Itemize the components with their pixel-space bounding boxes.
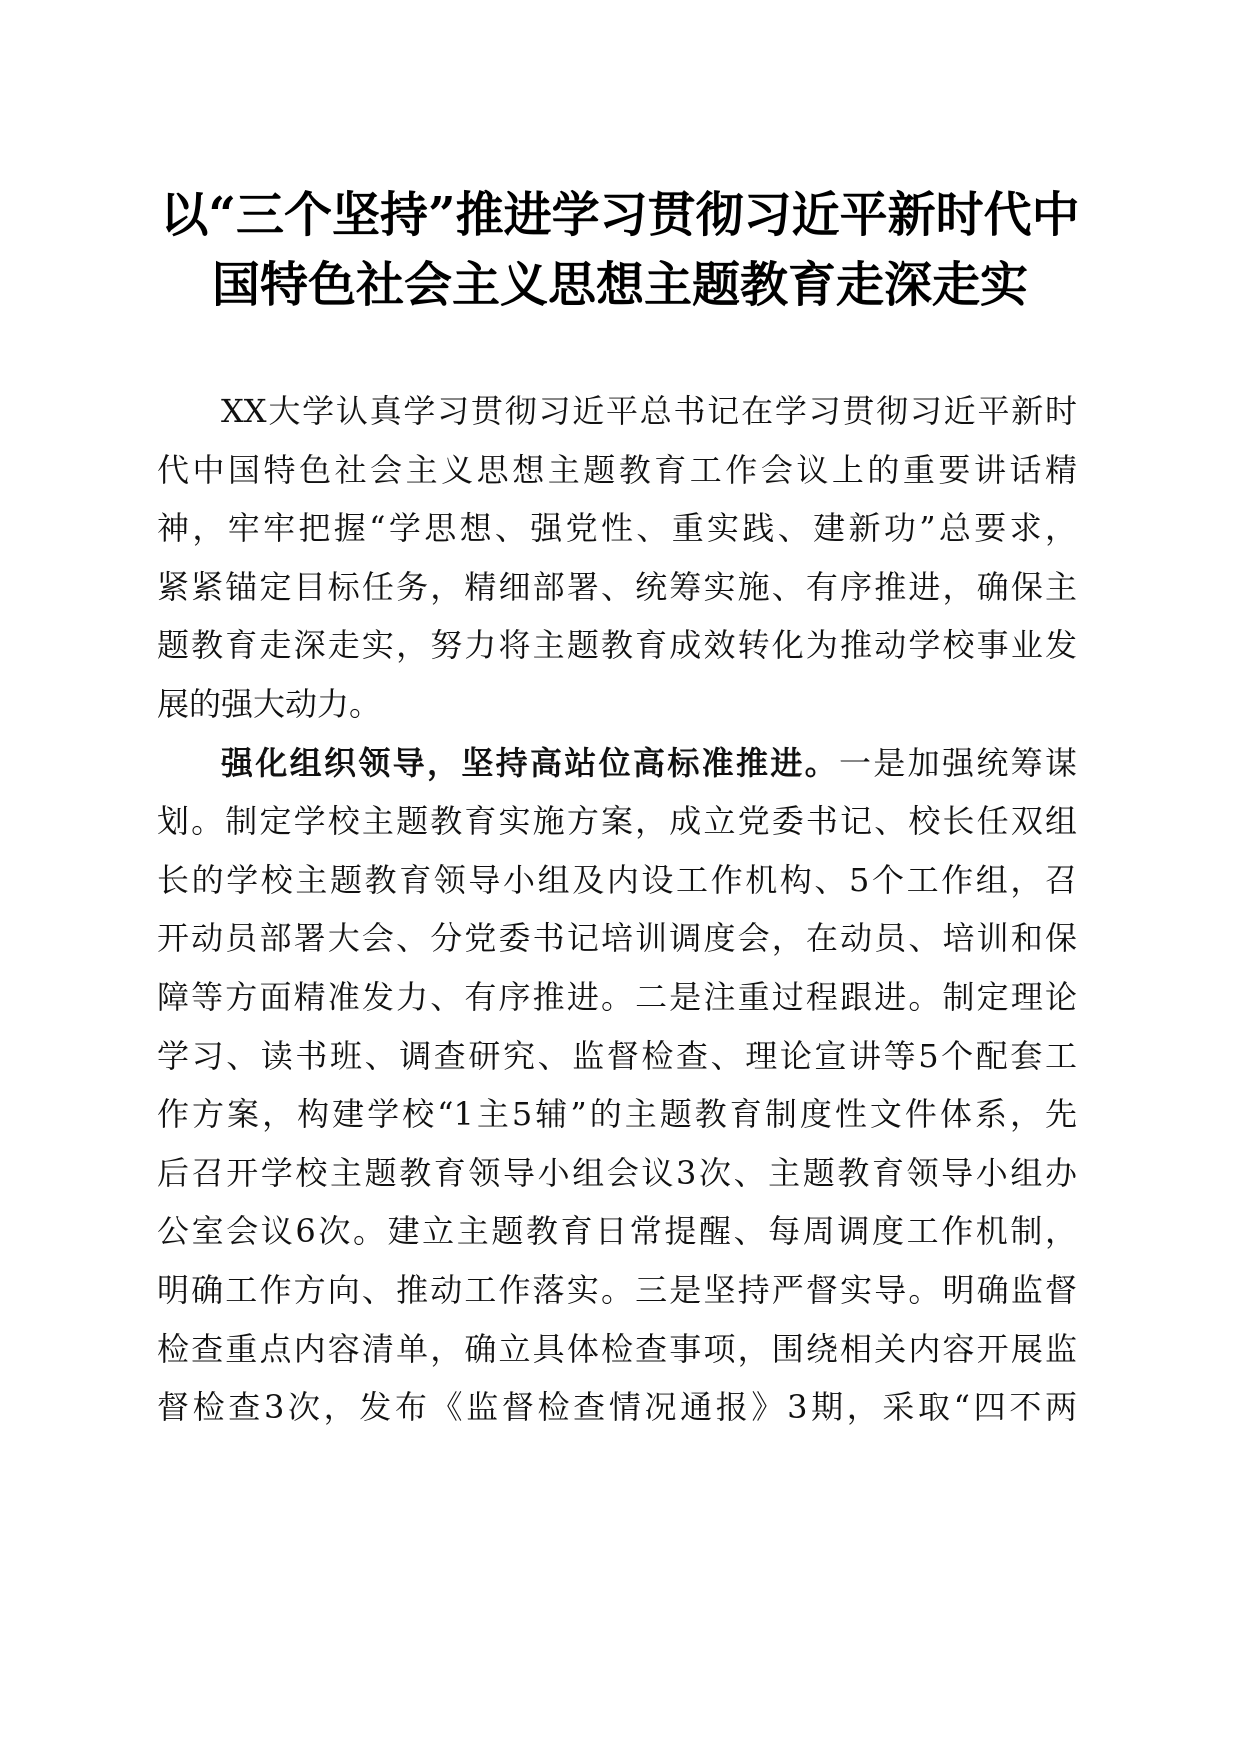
text-line: 督检查3次，发布《监督检查情况通报》3期，采取“四不两 <box>157 1388 1077 1427</box>
text-line: 展的强大动力。 <box>157 684 382 723</box>
text-line: 作方案，构建学校“1主5辅”的主题教育制度性文件体系，先 <box>157 1095 1077 1134</box>
text-line: 检查重点内容清单，确立具体检查事项，围绕相关内容开展监 <box>157 1329 1077 1368</box>
text-line-lead <box>157 734 1077 793</box>
text-line: 划。制定学校主题教育实施方案，成立党委书记、校长任双组 <box>157 802 1077 841</box>
text-line: 学习、读书班、调查研究、监督检查、理论宣讲等5个配套工 <box>157 1036 1077 1075</box>
text-line: 后召开学校主题教育领导小组会议3次、主题教育领导小组办 <box>157 1153 1077 1192</box>
title-line-2: 国特色社会主义思想主题教育走深走实 <box>211 257 1028 313</box>
text-line: 障等方面精准发力、有序推进。二是注重过程跟进。制定理论 <box>157 977 1077 1016</box>
paragraph-intro <box>157 382 1077 734</box>
text-line: 开动员部署大会、分党委书记培训调度会，在动员、培训和保 <box>157 919 1077 958</box>
document-title <box>140 180 1100 320</box>
paragraph-organization <box>157 734 1077 1437</box>
text-line: 长的学校主题教育领导小组及内设工作机构、5个工作组，召 <box>157 860 1077 899</box>
document-body <box>157 382 1077 1437</box>
paragraph-heading: 强化组织领导，坚持高站位高标准推进。 <box>221 743 839 782</box>
text-fragment: 一是加强统筹谋 <box>838 743 1077 782</box>
text-line: 紧紧锚定目标任务，精细部署、统筹实施、有序推进，确保主 <box>157 567 1077 606</box>
text-line: 神，牢牢把握“学思想、强党性、重实践、建新功”总要求， <box>157 509 1077 548</box>
text-line: 题教育走深走实，努力将主题教育成效转化为推动学校事业发 <box>157 626 1077 665</box>
text-line: 公室会议6次。建立主题教育日常提醒、每周调度工作机制， <box>157 1212 1077 1251</box>
text-line: XX大学认真学习贯彻习近平总书记在学习贯彻习近平新时 <box>221 392 1077 430</box>
text-line: 代中国特色社会主义思想主题教育工作会议上的重要讲话精 <box>157 450 1077 489</box>
title-line-1: 以“三个坚持”推进学习贯彻习近平新时代中 <box>160 187 1080 243</box>
text-line: 明确工作方向、推动工作落实。三是坚持严督实导。明确监督 <box>157 1270 1077 1309</box>
